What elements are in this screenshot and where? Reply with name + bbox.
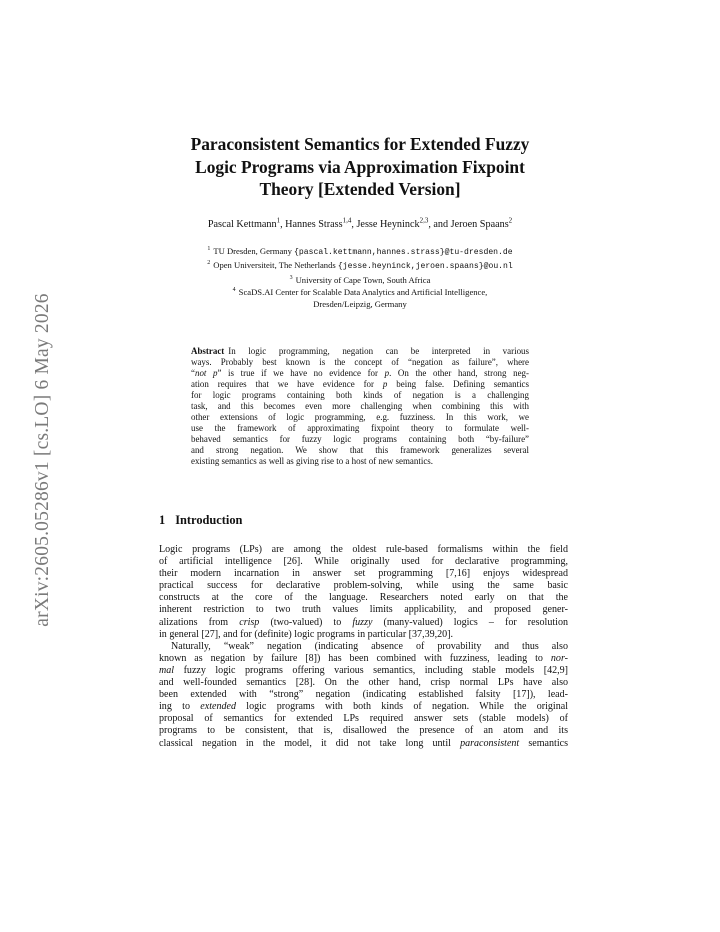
affiliation-list: [120, 245, 600, 310]
body-line: classical negation in the model, it did not take long until paraconsistent semantics: [159, 737, 568, 749]
author-name: Jesse Heyninck: [356, 219, 420, 230]
affiliation-email[interactable]: {jesse.heyninck,jeroen.spaans}@ou.nl: [337, 262, 513, 272]
abstract: [191, 346, 529, 468]
author-list: [120, 216, 600, 230]
abstract-line: “not p” is true if we have no evidence for p. On the other hand, strong neg-: [191, 368, 529, 379]
abstract-line: behaved semantics for fuzzy logic programs containing both “by-failure”: [191, 434, 529, 445]
author-separator: ,: [280, 219, 286, 230]
author-affiliation-mark: 1: [276, 216, 281, 225]
abstract-line: existing semantics as well as giving rise to a host of new semantics.: [191, 456, 434, 467]
abstract-label: Abstract: [191, 346, 225, 356]
abstract-line: Abstract In logic programming, negation can be interpreted in various: [191, 346, 529, 356]
author-affiliation-mark: 2: [508, 216, 513, 225]
author-separator: , and: [428, 219, 451, 230]
abstract-line: other extensions of logic programming, e.g. fuzziness. In this work, we: [191, 412, 529, 423]
body-line: practical success for declarative problem-solving, while using the same basic: [159, 580, 568, 592]
body-line: programs to be consistent, that is, disallowed the presence of an atom and its: [159, 725, 568, 737]
author-name: Hannes Strass: [285, 219, 343, 230]
author-separator: ,: [351, 219, 357, 230]
abstract-line: use the framework of approximating fixpoint theory to formulate well-: [191, 423, 529, 434]
paper-title: [150, 133, 570, 201]
section-number: 1: [159, 513, 166, 527]
affiliation-mark: 1: [207, 246, 211, 253]
body-line: and well-founded semantics [28]. On the other hand, crisp normal LPs have also: [159, 677, 568, 689]
body-line: proposal of semantics for extended LPs required answer sets (stable models) of: [159, 713, 568, 725]
affiliation-email[interactable]: {pascal.kettmann,hannes.strass}@tu-dresden.de: [294, 248, 513, 257]
body-line: ing to extended logic programs with both kinds of negation. While the original: [159, 701, 568, 713]
affiliation-text: Open Universiteit, The Netherlands: [213, 260, 338, 271]
body-line: Naturally, “weak” negation (indicating absence of provability and thus also: [171, 640, 568, 652]
body-line: their modern incarnation in answer set programming [7,16] enjoys widespread: [159, 568, 568, 580]
body-line: constructs at the core of the language. Researchers noted early on that the: [159, 592, 568, 604]
body-line: been extended with “strong” negation (indicating established falsity [17]), lead-: [159, 689, 568, 701]
title-line: Theory [Extended Version]: [259, 179, 461, 199]
body-line: in general [27], and for (definite) logic programs in particular [37,39,20].: [159, 628, 454, 640]
arxiv-identifier: arXiv:2605.05286v1 [cs.LO] 6 May 2026: [32, 293, 53, 627]
author-affiliation-mark: 2,3: [419, 216, 429, 225]
abstract-line: for logic programs containing both kinds of negation is a challenging: [191, 390, 529, 401]
author-name: Jeroen Spaans: [450, 219, 509, 230]
body-line: of artificial intelligence [26]. While originally used for declarative programming,: [159, 556, 568, 568]
affiliation-text: Dresden/Leipzig, Germany: [313, 299, 407, 310]
title-line: Logic Programs via Approximation Fixpoint: [195, 156, 525, 177]
body-line: Logic programs (LPs) are among the oldest rule-based formalisms within the field: [159, 544, 568, 555]
abstract-line: ways. Probably best known is the concept of “negation as failure”, where: [191, 357, 529, 368]
title-line: Paraconsistent Semantics for Extended Fuzzy: [190, 134, 530, 154]
body-text: [159, 544, 568, 750]
abstract-line: task, and this becomes even more challenging when combining this with: [191, 401, 529, 412]
abstract-line: ation requires that we have evidence for p being false. Defining semantics: [191, 379, 529, 390]
affiliation-text: University of Cape Town, South Africa: [295, 274, 431, 285]
author-name: Pascal Kettmann: [207, 219, 277, 230]
affiliation-text: TU Dresden, Germany: [213, 246, 295, 256]
abstract-line: and strong negation. We show that this framework generalizes several: [191, 445, 529, 456]
body-line: alizations from crisp (two-valued) to fuzzy (many-valued) logics – for resolution: [159, 616, 568, 628]
affiliation-line: [120, 298, 600, 310]
section-title: Introduction: [175, 513, 243, 527]
affiliation-text: ScaDS.AI Center for Scalable Data Analytics and Artificial Intelligence,: [238, 286, 488, 297]
section-heading: [159, 513, 242, 528]
affiliation-mark: 2: [207, 260, 211, 267]
affiliation-line: [120, 286, 600, 298]
affiliation-mark: 3: [289, 274, 293, 281]
author-affiliation-mark: 1,4: [342, 216, 352, 225]
affiliation-line: [120, 274, 600, 286]
body-line: mal fuzzy logic programs offering various semantics, including stable models [42,9]: [159, 664, 568, 676]
body-line: known as negation by failure [8]) has been combined with fuzziness, leading to nor-: [159, 652, 568, 664]
affiliation-mark: 4: [232, 287, 236, 294]
affiliation-line: [120, 245, 600, 259]
affiliation-line: [120, 259, 600, 273]
body-line: inherent restriction to two truth values limits applicability, and proposed gener-: [159, 604, 568, 616]
